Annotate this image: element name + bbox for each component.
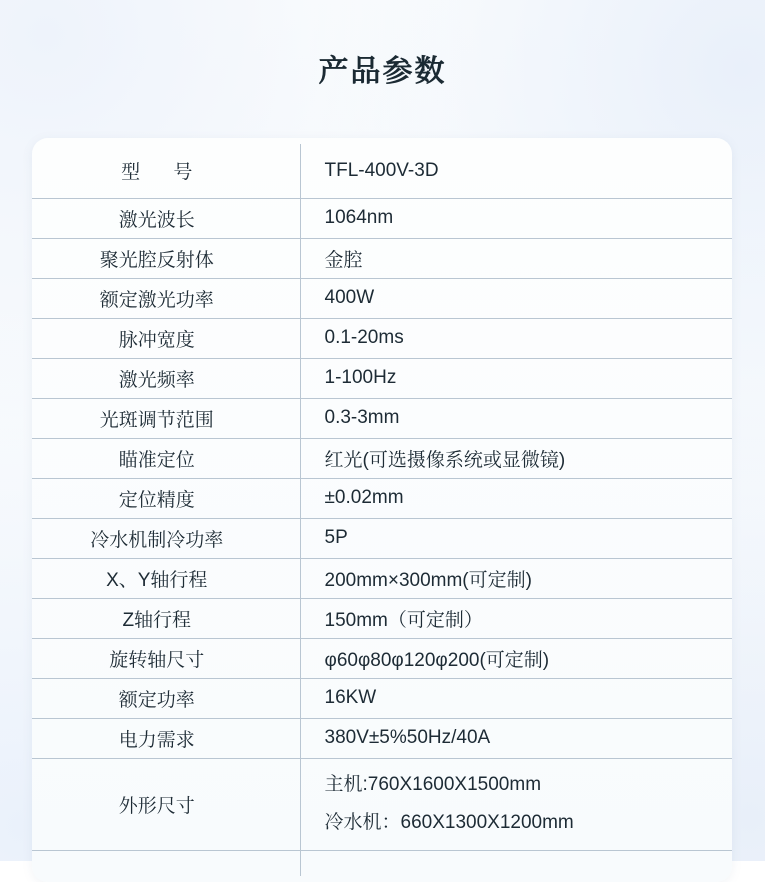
spec-value: 0.1-20ms bbox=[300, 318, 732, 358]
spec-label: 额定激光功率 bbox=[32, 278, 300, 318]
spec-label: 激光频率 bbox=[32, 358, 300, 398]
spec-label: 光斑调节范围 bbox=[32, 398, 300, 438]
spec-value: 380V±5%50Hz/40A bbox=[300, 718, 732, 758]
spec-label: 激光波长 bbox=[32, 198, 300, 238]
spec-value-line-2: 冷水机：660X1300X1200mm bbox=[324, 812, 574, 833]
spec-table-container bbox=[32, 138, 732, 882]
spec-value: TFL-400V-3D bbox=[300, 144, 732, 198]
spec-label: 电力需求 bbox=[32, 718, 300, 758]
spec-value: 150mm（可定制） bbox=[300, 598, 732, 638]
table-row bbox=[32, 718, 732, 758]
table-row bbox=[32, 238, 732, 278]
page-title: 产品参数 bbox=[318, 55, 447, 88]
spec-value: 16KW bbox=[300, 678, 732, 718]
spec-value bbox=[300, 758, 732, 850]
spec-value: 红光(可选摄像系统或显微镜) bbox=[300, 438, 732, 478]
spec-label: 外形尺寸 bbox=[32, 758, 300, 850]
spec-label: 旋转轴尺寸 bbox=[32, 638, 300, 678]
spec-value: 200mm×300mm(可定制) bbox=[300, 558, 732, 598]
spec-value: 5P bbox=[300, 518, 732, 558]
spec-table bbox=[32, 144, 732, 876]
table-row bbox=[32, 758, 732, 850]
table-row bbox=[32, 638, 732, 678]
spec-label: 定位精度 bbox=[32, 478, 300, 518]
table-row bbox=[32, 518, 732, 558]
table-row bbox=[32, 198, 732, 238]
spec-value: φ60φ80φ120φ200(可定制) bbox=[300, 638, 732, 678]
spec-value: 400W bbox=[300, 278, 732, 318]
spec-label: 冷水机制冷功率 bbox=[32, 518, 300, 558]
table-row bbox=[32, 438, 732, 478]
table-row bbox=[32, 144, 732, 198]
table-row bbox=[32, 558, 732, 598]
table-row bbox=[32, 598, 732, 638]
spec-label: 瞄准定位 bbox=[32, 438, 300, 478]
spacer-value-cell bbox=[300, 850, 732, 876]
spec-value: 金腔 bbox=[300, 238, 732, 278]
table-row bbox=[32, 478, 732, 518]
table-row bbox=[32, 678, 732, 718]
table-row bbox=[32, 398, 732, 438]
spec-label: 脉冲宽度 bbox=[32, 318, 300, 358]
table-row bbox=[32, 318, 732, 358]
spacer-label-cell bbox=[32, 850, 300, 876]
spec-value: ±0.02mm bbox=[300, 478, 732, 518]
spec-value: 1064nm bbox=[300, 198, 732, 238]
spec-value: 1-100Hz bbox=[300, 358, 732, 398]
table-bottom-spacer bbox=[32, 850, 732, 876]
spec-label: Z轴行程 bbox=[32, 598, 300, 638]
table-row bbox=[32, 278, 732, 318]
spec-label: 聚光腔反射体 bbox=[32, 238, 300, 278]
spec-label: 型 号 bbox=[32, 144, 300, 198]
spec-value: 0.3-3mm bbox=[300, 398, 732, 438]
spec-value-line-1: 主机:760X1600X1500mm bbox=[324, 774, 542, 795]
spec-label: 额定功率 bbox=[32, 678, 300, 718]
spec-label: X、Y轴行程 bbox=[32, 558, 300, 598]
table-row bbox=[32, 358, 732, 398]
